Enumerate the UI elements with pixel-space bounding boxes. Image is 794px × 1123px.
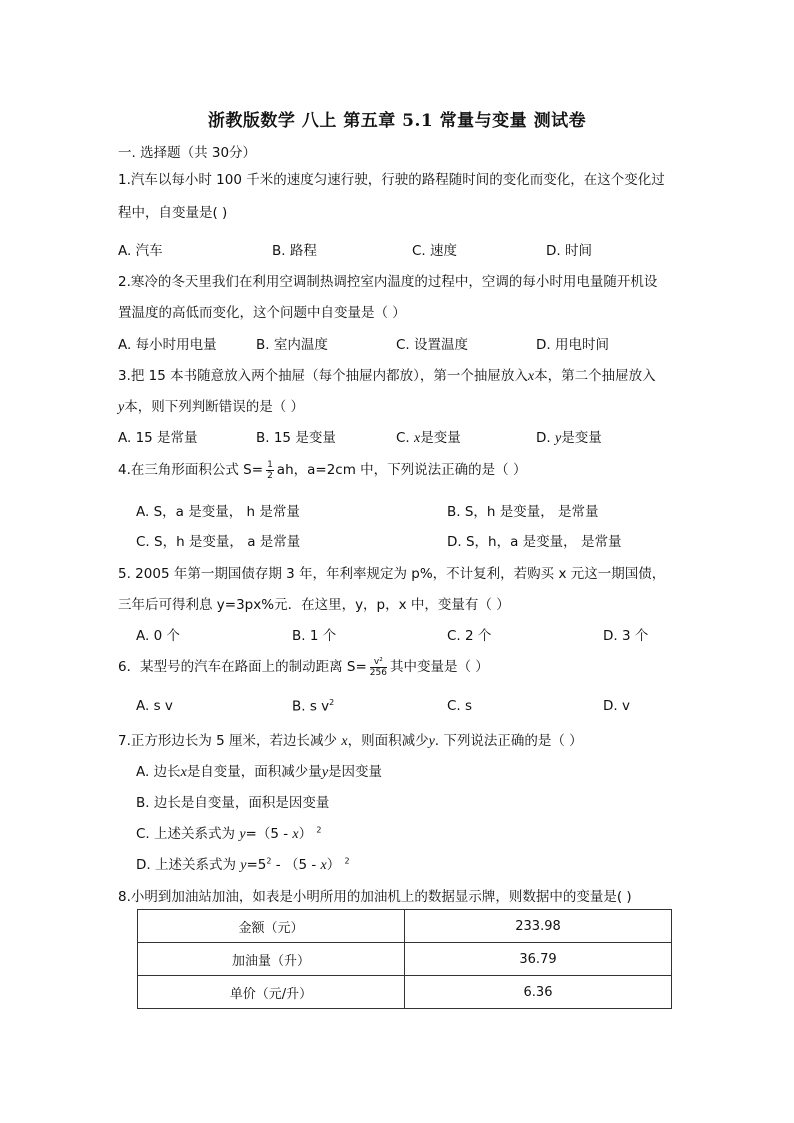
q3-option-b: B. 15 是变量 [256, 430, 336, 446]
table-cell-value: 36.79 [405, 943, 672, 976]
q3-text-c: 本，则下列判断错误的是（ ） [124, 399, 305, 415]
q6-fraction [370, 657, 387, 678]
q4-option-b: B. S，h 是变量， 是常量 [447, 504, 599, 520]
q3-var-y: y [118, 400, 125, 415]
q6-option-d: D. v [603, 698, 630, 714]
q6-fraction-denominator: 256 [369, 667, 387, 678]
q2-option-c: C. 设置温度 [396, 337, 469, 353]
q7-option-d-post: ） [326, 857, 341, 873]
q3-option-d-var: y [554, 431, 562, 446]
q7-option-c-mid: =（5 - [245, 826, 289, 842]
q6-text [118, 655, 489, 678]
q4-text-pre: 4.在三角形面积公式 S= [118, 462, 264, 478]
q7-text [118, 729, 583, 750]
q7-option-c-exponent: 2 [316, 825, 322, 835]
table-row [138, 910, 672, 943]
q3-option-d-text: 是变量 [561, 430, 602, 446]
table-row [138, 976, 672, 1009]
q1-option-b: B. 路程 [272, 243, 317, 259]
table-cell-label: 单价（元/升） [138, 976, 405, 1009]
q3-option-a: A. 15 是常量 [118, 430, 198, 446]
q7-option-d-exponent-1: 2 [266, 856, 272, 866]
q3-option-d-label: D. [536, 430, 551, 446]
q7-option-d [136, 853, 350, 874]
q4-fraction-denominator: 2 [267, 470, 273, 481]
q3-text-line1 [118, 364, 656, 385]
q1-text-line2: 程中，自变量是( ) [118, 205, 228, 221]
q3-option-c-var: x [414, 431, 421, 446]
q7-option-d-var-x: x [320, 858, 327, 873]
q7-option-a-post: 是因变量 [328, 764, 383, 780]
q1-option-c: C. 速度 [412, 243, 458, 259]
document-title: 浙教版数学 八上 第五章 5.1 常量与变量 测试卷 [207, 111, 587, 131]
fuel-pump-table [137, 909, 672, 1009]
q5-text-line2: 三年后可得利息 y=3px%元．在这里，y，p，x 中，变量有（ ） [118, 597, 510, 613]
q1-option-d: D. 时间 [546, 243, 592, 259]
q6-option-a: A. s v [136, 698, 173, 714]
q4-fraction [266, 460, 274, 481]
q2-option-b: B. 室内温度 [256, 337, 328, 353]
q7-option-d-mid: =5 [246, 857, 267, 873]
q7-text-pre: 7.正方形边长为 5 厘米，若边长减少 [118, 733, 338, 749]
q7-var-x: x [341, 734, 348, 749]
q7-option-d-var-y: y [240, 858, 247, 873]
table-cell-label: 金额（元） [138, 910, 405, 943]
q3-option-c [396, 426, 461, 447]
table-row [138, 943, 672, 976]
q6-text-post: 其中变量是（ ） [389, 659, 489, 675]
q7-option-d-exponent-2: 2 [344, 856, 350, 866]
q7-option-c-var-x: x [292, 827, 299, 842]
table-cell-value: 6.36 [405, 976, 672, 1009]
q7-var-y: y [428, 734, 435, 749]
q3-text-b: 本，第二个抽屉放入 [534, 368, 656, 384]
q4-text-post: ah，a=2cm 中，下列说法正确的是（ ） [276, 462, 527, 478]
q3-option-d [536, 426, 602, 447]
q6-option-b-text: B. s v [292, 698, 330, 715]
q7-option-c-post: ） [298, 826, 313, 842]
q7-option-a [136, 760, 382, 781]
q4-option-d: D. S，h，a 是变量， 是常量 [447, 534, 622, 550]
q1-option-a: A. 汽车 [118, 243, 163, 259]
q3-option-c-label: C. [396, 430, 410, 446]
q7-option-a-var-y: y [321, 765, 329, 780]
q5-option-d: D. 3 个 [603, 628, 649, 644]
q4-fraction-numerator: 1 [267, 459, 273, 470]
q2-option-d: D. 用电时间 [536, 337, 609, 353]
q7-option-c-pre: C. 上述关系式为 [136, 826, 236, 842]
q3-text-a: 3.把 15 本书随意放入两个抽屉（每个抽屉内都放），第一个抽屉放入 [118, 368, 528, 384]
table-cell-value: 233.98 [405, 910, 672, 943]
q7-text-post: . 下列说法正确的是（ ） [434, 733, 583, 749]
q7-text-mid: ，则面积减少 [347, 733, 429, 749]
q5-text-line1: 5. 2005 年第一期国债存期 3 年，年利率规定为 p%，不计复利，若购买 x 元这一期国债， [118, 566, 666, 582]
q6-fraction-numerator: v² [370, 657, 387, 668]
q7-option-b: B. 边长是自变量，面积是因变量 [136, 795, 330, 811]
q7-option-a-mid: 是自变量，面积减少量 [186, 764, 322, 780]
q3-option-c-text: 是变量 [420, 430, 461, 446]
q2-text-line1: 2.寒冷的冬天里我们在利用空调制热调控室内温度的过程中，空调的每小时用电量随开机设 [118, 274, 658, 290]
q2-option-a: A. 每小时用电量 [118, 337, 217, 353]
q3-var-x: x [527, 369, 535, 384]
q3-text-line2 [118, 395, 304, 416]
q5-option-a: A. 0 个 [136, 628, 180, 644]
q5-option-c: C. 2 个 [447, 628, 492, 644]
q6-option-b-exponent: 2 [329, 698, 335, 707]
q7-option-c-var-y: y [239, 827, 246, 842]
q6-text-pre: 6．某型号的汽车在路面上的制动距离 S= [118, 659, 367, 675]
section-heading: 一. 选择题（共 30分） [118, 145, 257, 161]
q7-option-a-var-x: x [180, 765, 187, 780]
q6-option-b [292, 698, 334, 715]
q7-option-a-pre: A. 边长 [136, 764, 181, 780]
table-cell-label: 加油量（升） [138, 943, 405, 976]
q1-text-line1: 1.汽车以每小时 100 千米的速度匀速行驶，行驶的路程随时间的变化而变化，在这个变化过 [118, 172, 665, 188]
q6-option-c: C. s [447, 698, 473, 714]
q5-option-b: B. 1 个 [292, 628, 337, 644]
q4-text [118, 458, 526, 481]
q4-option-a: A. S，a 是变量， h 是常量 [136, 504, 300, 520]
q8-text: 8.小明到加油站加油，如表是小明所用的加油机上的数据显示牌，则数据中的变量是( ) [118, 889, 632, 905]
q7-option-d-mid2: - （5 - [271, 857, 317, 873]
q7-option-c [136, 822, 322, 843]
q7-option-d-pre: D. 上述关系式为 [136, 857, 236, 873]
q2-text-line2: 置温度的高低而变化，这个问题中自变量是（ ） [118, 305, 406, 321]
q4-option-c: C. S，h 是变量， a 是常量 [136, 534, 301, 550]
